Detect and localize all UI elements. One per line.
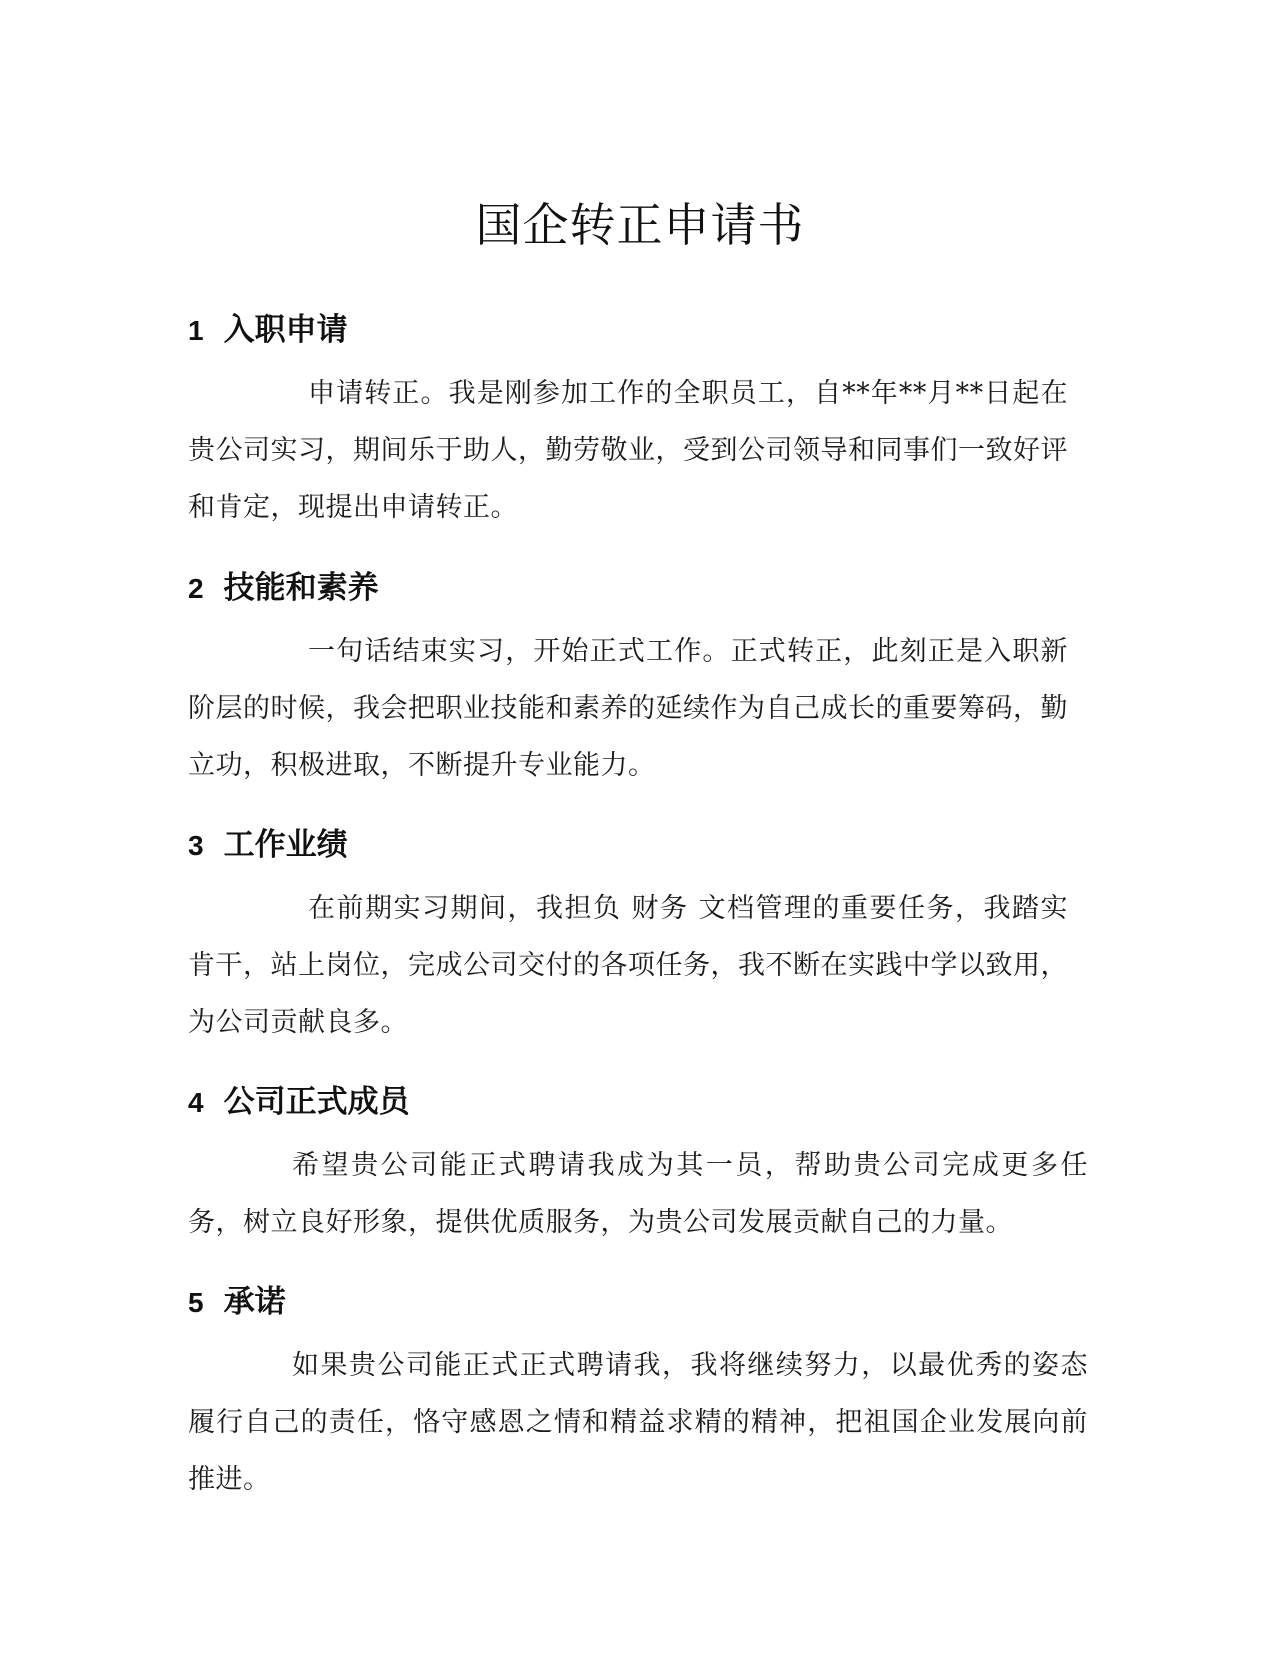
section-skills-and-qualities: [188, 568, 1088, 794]
section-heading-text: 承诺: [223, 1284, 286, 1320]
section-paragraph: 希望贵公司能正式聘请我成为其一员，帮助贵公司完成更多任务，树立良好形象，提供优质服务，为贵公司发展贡献自己的力量。: [188, 1150, 1088, 1238]
section-paragraph: 如果贵公司能正式正式聘请我，我将继续努力，以最优秀的姿态履行自己的责任，恪守感恩之情和精益求精的精神，把祖国企业发展向前推进。: [188, 1350, 1088, 1495]
section-heading-text: 公司正式成员: [223, 1084, 410, 1120]
section-heading: [188, 1282, 1088, 1323]
section-heading: [188, 825, 1088, 866]
section-paragraph: 一句话结束实习，开始正式工作。正式转正，此刻正是入职新阶层的时候，我会把职业技能和素养的延续作为自己成长的重要筹码，勤立功，积极进取，不断提升专业能力。: [188, 636, 1068, 781]
section-heading-text: 入职申请: [223, 312, 348, 348]
section-formal-member: [188, 1082, 1088, 1251]
section-heading-text: 工作业绩: [223, 827, 348, 863]
section-paragraph: 在前期实习期间，我担负 财务 文档管理的重要任务，我踏实肯干，站上岗位，完成公司交付的各项任务，我不断在实践中学以致用，为公司贡献良多。: [188, 893, 1068, 1038]
section-number: 5: [188, 1287, 204, 1318]
section-number: 1: [188, 315, 204, 346]
section-number: 2: [188, 573, 204, 604]
section-heading: [188, 310, 1088, 351]
section-heading-text: 技能和素养: [223, 570, 379, 606]
document-title: 国企转正申请书: [475, 198, 805, 252]
section-commitment: [188, 1282, 1088, 1508]
section-number: 4: [188, 1087, 204, 1118]
section-number: 3: [188, 830, 204, 861]
section-paragraph: 申请转正。我是刚参加工作的全职员工，自**年**月**日起在贵公司实习，期间乐于助人，勤劳敬业，受到公司领导和同事们一致好评和肯定，现提出申请转正。: [188, 378, 1068, 523]
section-enrollment-application: [188, 310, 1088, 536]
section-heading: [188, 1082, 1088, 1123]
section-heading: [188, 568, 1088, 609]
section-work-performance: [188, 825, 1088, 1051]
